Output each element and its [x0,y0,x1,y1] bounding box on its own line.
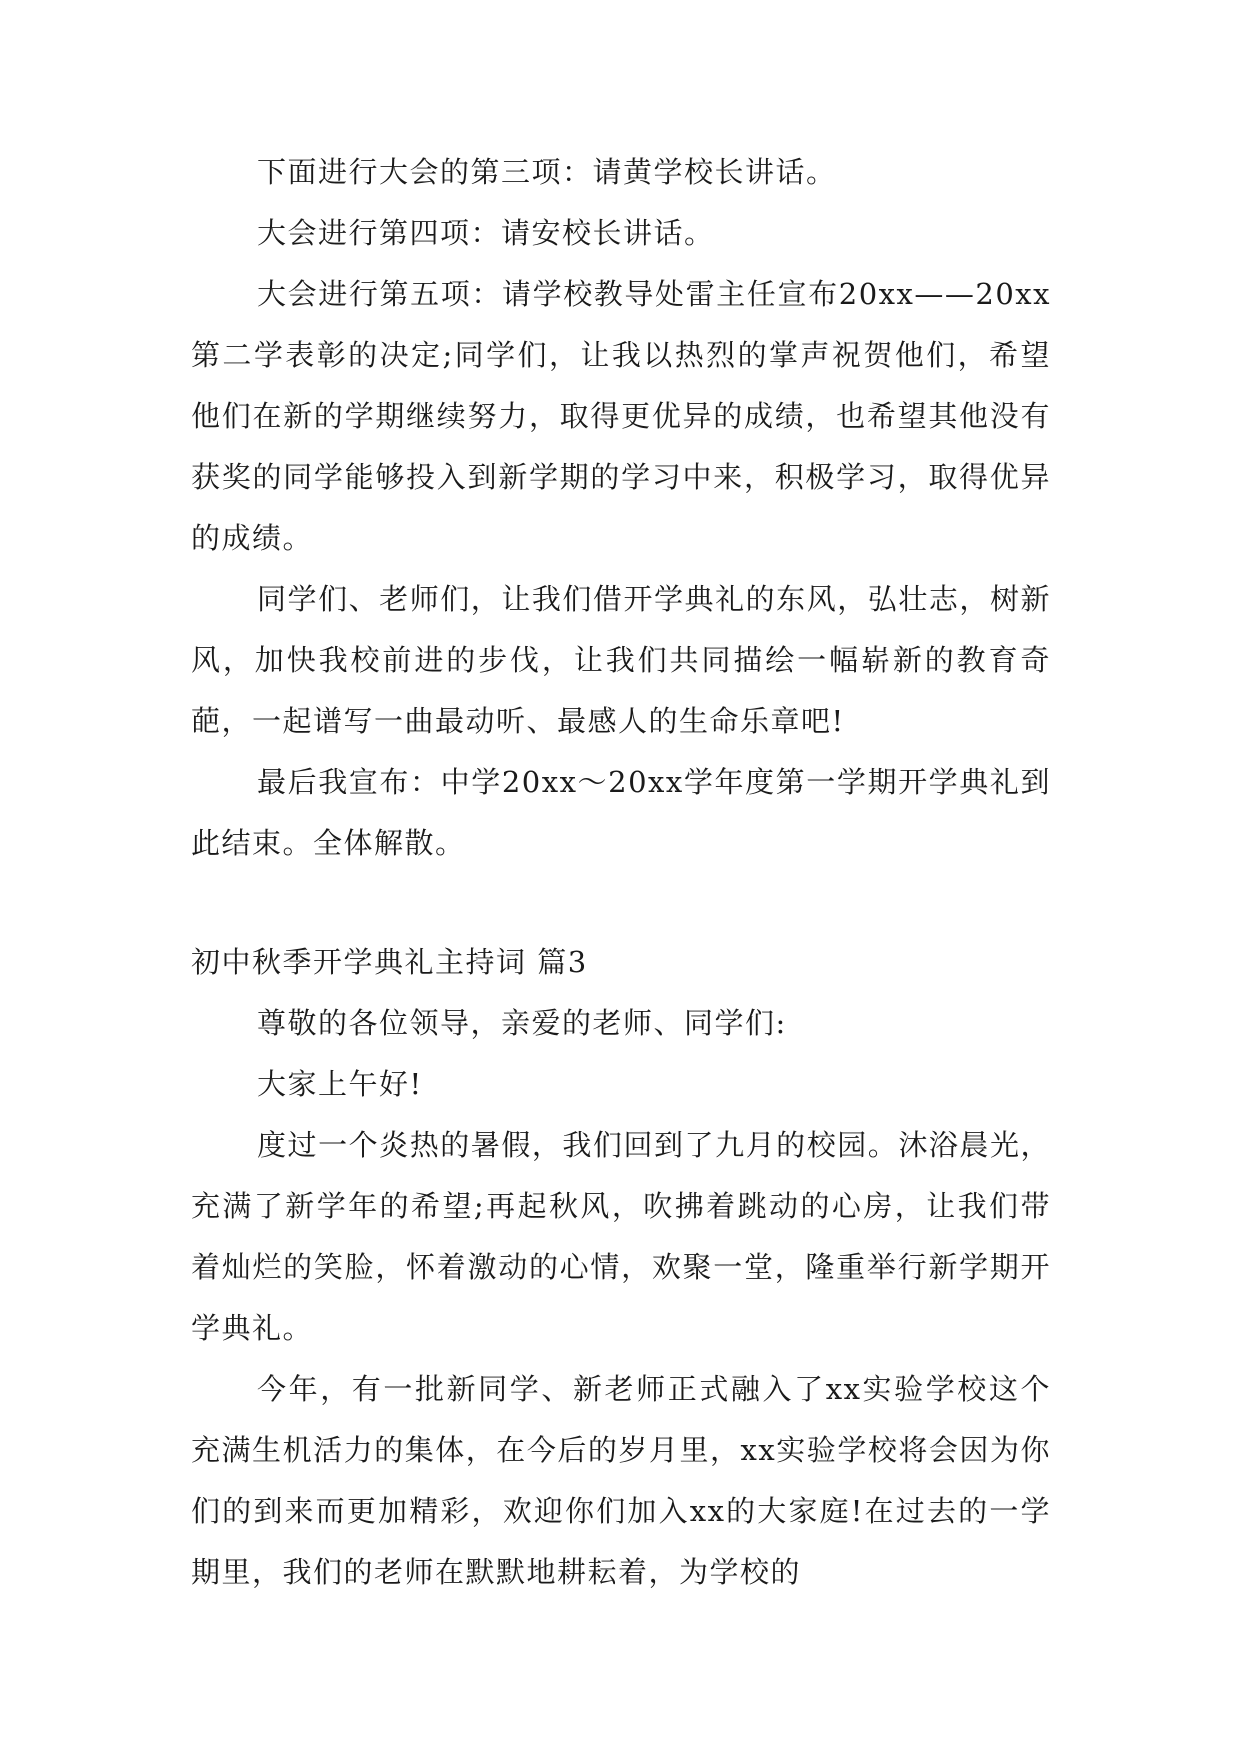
paragraph-item-3: 下面进行大会的第三项：请黄学校长讲话。 [257,155,837,189]
paragraph-closing-declaration: 最后我宣布：中学20xx～20xx学年度第一学期开学典礼到此结束。全体解散。 [191,765,1051,860]
paragraph-item-5-award-announcement: 大会进行第五项：请学校教导处雷主任宣布20xx——20xx第二学表彰的决定;同学们，让我以热烈的掌声祝贺他们，希望他们在新的学期继续努力，取得更优异的成绩，也希望其他没有获奖的同学能够投入到新学期的学习中来，积极学习，取得优异的成绩。 [191,277,1051,555]
document-body [191,142,1051,1603]
paragraph-greeting: 大家上午好! [257,1067,423,1101]
paragraph-item-4: 大会进行第四项：请安校长讲话。 [257,216,715,250]
paragraph-welcome-new-members: 今年，有一批新同学、新老师正式融入了xx实验学校这个充满生机活力的集体，在今后的岁月里，xx实验学校将会因为你们的到来而更加精彩，欢迎你们加入xx的大家庭!在过去的一学期里，我们的老师在默默地耕耘着，为学校的 [191,1372,1051,1589]
section-heading: 初中秋季开学典礼主持词 篇3 [191,945,588,979]
paragraph-closing-appeal: 同学们、老师们，让我们借开学典礼的东风，弘壮志，树新风，加快我校前进的步伐，让我们共同描绘一幅崭新的教育奇葩，一起谱写一曲最动听、最感人的生命乐章吧! [191,582,1051,738]
paragraph-opening-remarks: 度过一个炎热的暑假，我们回到了九月的校园。沐浴晨光，充满了新学年的希望;再起秋风，吹拂着跳动的心房，让我们带着灿烂的笑脸，怀着激动的心情，欢聚一堂，隆重举行新学期开学典礼。 [191,1128,1051,1345]
section-spacer [191,874,1051,932]
paragraph-salutation: 尊敬的各位领导，亲爱的老师、同学们: [257,1006,787,1040]
